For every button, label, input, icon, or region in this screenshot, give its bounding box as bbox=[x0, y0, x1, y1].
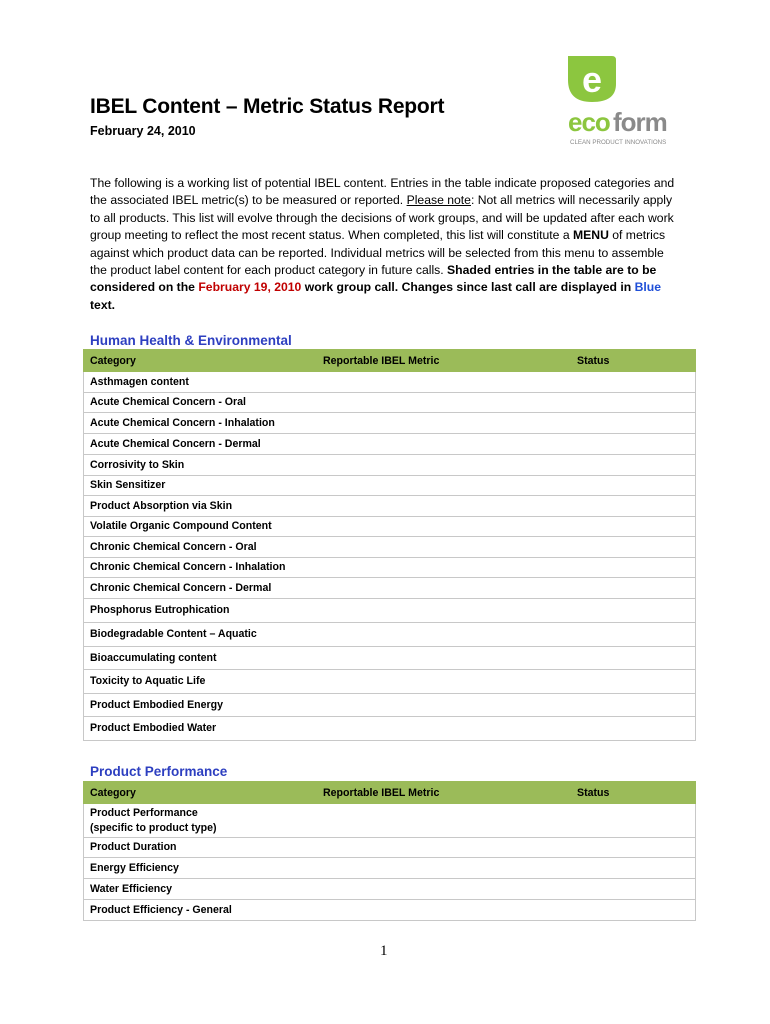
category-cell: Product Efficiency - General bbox=[84, 900, 696, 921]
category-cell: Product Embodied Water bbox=[84, 717, 696, 741]
table-row bbox=[84, 670, 696, 694]
blue-word: Blue bbox=[634, 280, 662, 295]
table-row bbox=[84, 372, 696, 393]
please-note: Please note bbox=[406, 193, 471, 208]
column-header-status: Status bbox=[563, 782, 696, 804]
category-cell: Phosphorus Eutrophication bbox=[84, 599, 696, 623]
svg-text:e: e bbox=[581, 59, 603, 100]
svg-text:CLEAN PRODUCT INNOVATIONS: CLEAN PRODUCT INNOVATIONS bbox=[570, 139, 667, 146]
column-header-metric: Reportable IBEL Metric bbox=[310, 350, 563, 372]
category-cell: Biodegradable Content – Aquatic bbox=[84, 623, 696, 647]
category-cell: Corrosivity to Skin bbox=[84, 455, 696, 476]
shaded-note: Shaded entries in the table are to be considered on the February 19, 2010 work group call. bbox=[90, 263, 657, 295]
menu-word: MENU bbox=[572, 228, 609, 243]
category-cell: Skin Sensitizer bbox=[84, 476, 696, 496]
svg-text:form: form bbox=[613, 107, 667, 137]
table-row bbox=[84, 599, 696, 623]
category-cell: Acute Chemical Concern - Inhalation bbox=[84, 413, 696, 434]
table-row bbox=[84, 838, 696, 858]
category-cell: Bioaccumulating content bbox=[84, 647, 696, 670]
intro-paragraph: The following is a working list of potential IBEL content. Entries in the table indicate proposed categories and the associated IBEL metric(s) to be measured or reported. Please note: Not all metrics will necessarily apply to all products. This list will evolve through the decisions of work groups, and will be updated after each work group meeting to reflect the most recent status. When completed, this list will constitute a MENU of metrics against which product data can be reported. Individual metrics will be selected from this menu to assemble the product label content for each product category in future calls. Shaded entries in the table are to be considered on the February 19, 2010 work group call. Changes since last call are displayed in Blue text. bbox=[90, 176, 675, 312]
table-row bbox=[84, 476, 696, 496]
category-cell: Chronic Chemical Concern - Inhalation bbox=[84, 558, 696, 578]
table-header-row bbox=[84, 782, 696, 804]
category-cell: Product Absorption via Skin bbox=[84, 496, 696, 517]
category-cell: Chronic Chemical Concern - Oral bbox=[84, 537, 696, 558]
ecoform-logo bbox=[560, 50, 690, 150]
table-row bbox=[84, 717, 696, 741]
table-row bbox=[84, 858, 696, 879]
table-row bbox=[84, 879, 696, 900]
column-header-status: Status bbox=[563, 350, 696, 372]
category-cell: Energy Efficiency bbox=[84, 858, 696, 879]
table-row bbox=[84, 537, 696, 558]
svg-text:eco: eco bbox=[568, 107, 610, 137]
table-row bbox=[84, 496, 696, 517]
section-title-human-health: Human Health & Environmental bbox=[90, 333, 292, 348]
table-row bbox=[84, 623, 696, 647]
category-cell: Water Efficiency bbox=[84, 879, 696, 900]
category-cell: Chronic Chemical Concern - Dermal bbox=[84, 578, 696, 599]
table-row bbox=[84, 694, 696, 717]
table-row bbox=[84, 517, 696, 537]
table-row bbox=[84, 804, 696, 838]
ecoform-logo-icon bbox=[560, 50, 690, 150]
page-title: IBEL Content – Metric Status Report bbox=[90, 95, 445, 118]
call-date: February 19, 2010 bbox=[198, 280, 302, 295]
page-number: 1 bbox=[380, 943, 388, 959]
table-row bbox=[84, 455, 696, 476]
category-cell: Toxicity to Aquatic Life bbox=[84, 670, 696, 694]
product-performance-table bbox=[83, 781, 696, 921]
column-header-metric: Reportable IBEL Metric bbox=[310, 782, 563, 804]
category-cell: Volatile Organic Compound Content bbox=[84, 517, 696, 537]
table-row bbox=[84, 434, 696, 455]
table-row bbox=[84, 558, 696, 578]
column-header-category: Category bbox=[84, 782, 311, 804]
changes-note: Changes since last call are displayed in Blue text. bbox=[90, 280, 662, 312]
table-row bbox=[84, 413, 696, 434]
category-cell: Asthmagen content bbox=[84, 372, 696, 393]
table-header-row bbox=[84, 350, 696, 372]
table-row bbox=[84, 578, 696, 599]
table-row bbox=[84, 647, 696, 670]
human-health-table bbox=[83, 349, 696, 741]
section-title-product-performance: Product Performance bbox=[90, 764, 228, 779]
category-cell: Acute Chemical Concern - Oral bbox=[84, 393, 696, 413]
table-row bbox=[84, 393, 696, 413]
column-header-category: Category bbox=[84, 350, 311, 372]
table-row bbox=[84, 900, 696, 921]
category-cell: Product Embodied Energy bbox=[84, 694, 696, 717]
report-date: February 24, 2010 bbox=[90, 124, 196, 138]
category-cell: Product Duration bbox=[84, 838, 696, 858]
category-cell: Product Performance (specific to product type) bbox=[84, 804, 696, 838]
category-cell: Acute Chemical Concern - Dermal bbox=[84, 434, 696, 455]
